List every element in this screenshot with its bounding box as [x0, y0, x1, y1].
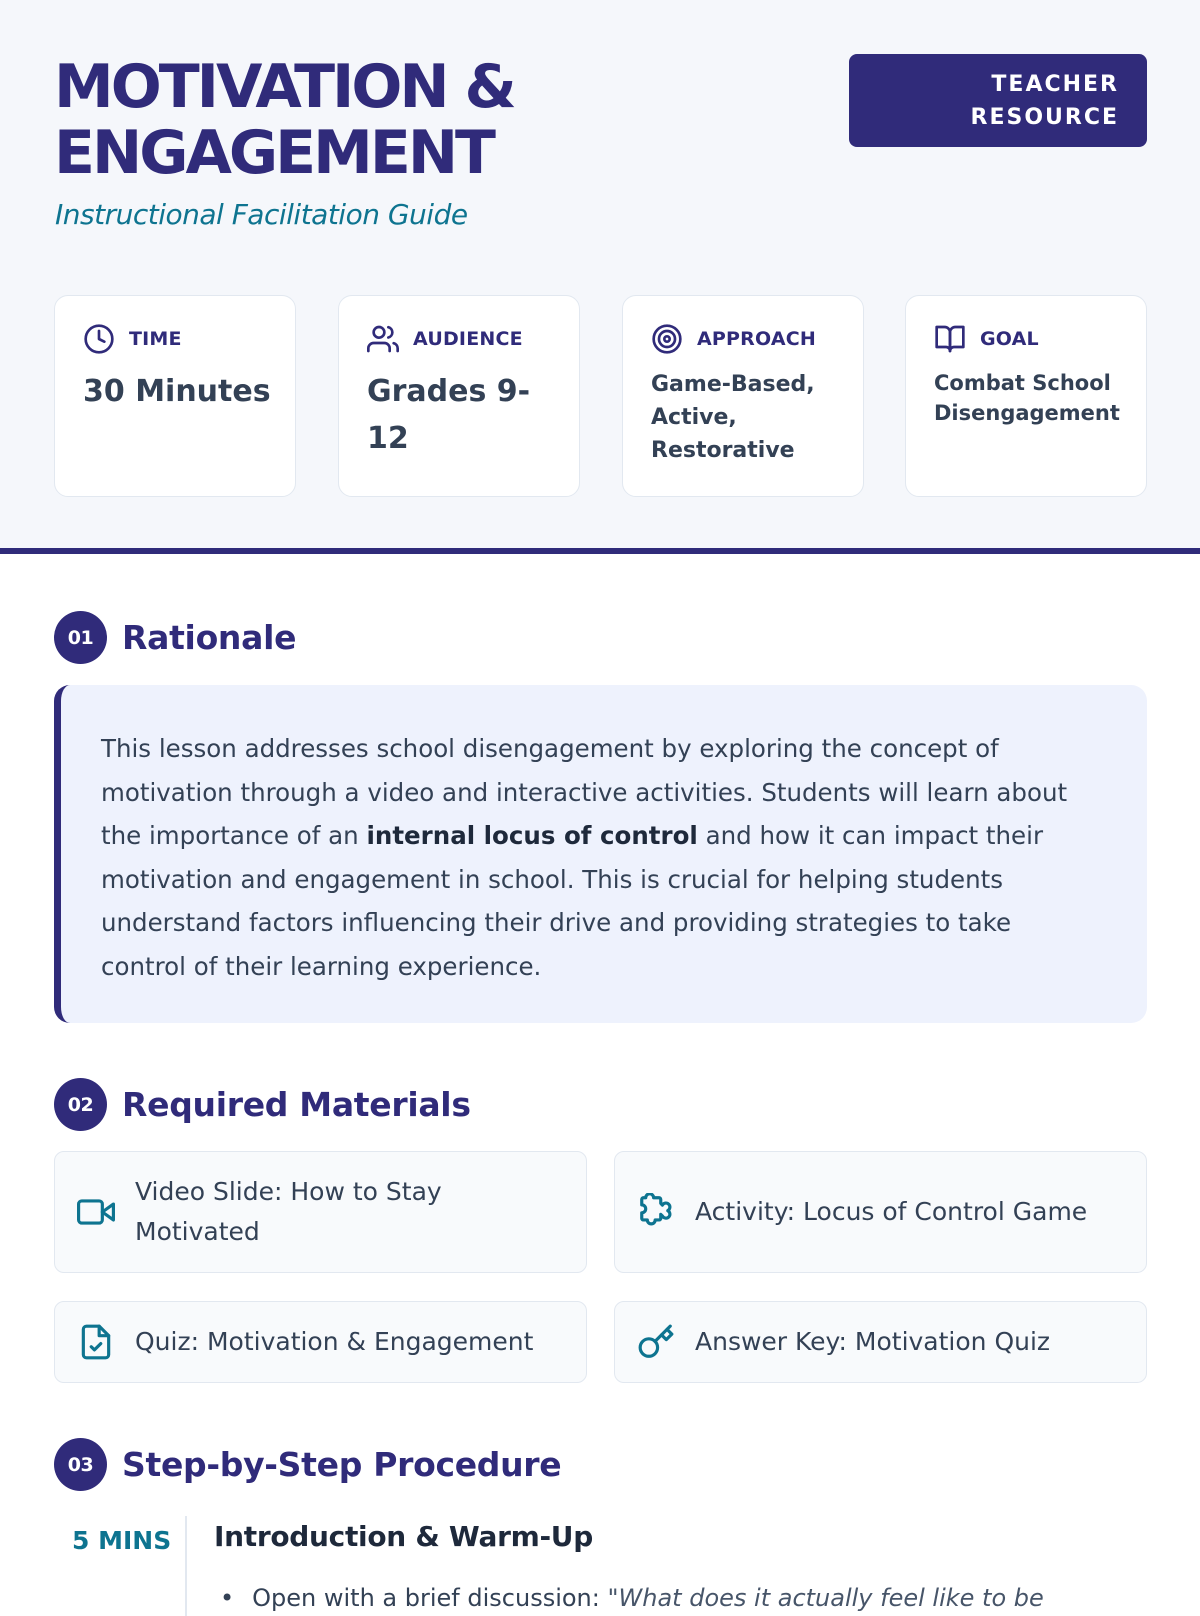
meta-card-time: [54, 295, 296, 497]
material-item-answer-key: [614, 1301, 1147, 1383]
section-number: 03: [54, 1438, 107, 1491]
meta-card-audience: [338, 295, 580, 497]
section-number: 01: [54, 611, 107, 664]
key-icon: [637, 1323, 675, 1361]
step-bullet: [220, 1584, 1044, 1612]
meta-value: Game-Based, Active, Restorative: [651, 372, 815, 463]
meta-value: Grades 9-12: [367, 374, 531, 456]
clock-icon: [83, 323, 115, 355]
page-header: [0, 0, 1200, 554]
page-title: [54, 54, 774, 186]
badge-line-1: TEACHER: [991, 72, 1119, 97]
badge-line-2: RESOURCE: [970, 105, 1119, 130]
material-label: Video Slide: How to Stay Motivated: [135, 1177, 442, 1246]
section-header-rationale: [54, 611, 296, 664]
material-item-video: [54, 1151, 587, 1273]
material-item-activity: [614, 1151, 1147, 1273]
rationale-text-part: This lesson addresses school disengagement by exploring the concept of motivation through a video and interactive activities. Students will learn about the importance of an: [101, 734, 1068, 850]
page-subtitle: Instructional Facilitation Guide: [55, 198, 468, 231]
material-label: Quiz: Motivation & Engagement: [135, 1327, 534, 1356]
meta-label: AUDIENCE: [413, 328, 523, 350]
teacher-resource-badge: [849, 54, 1147, 147]
section-header-procedure: [54, 1438, 561, 1491]
rationale-text: [101, 727, 1097, 988]
section-number: 02: [54, 1078, 107, 1131]
target-icon: [651, 323, 683, 355]
rationale-highlight: internal locus of control: [366, 821, 698, 850]
material-label: Answer Key: Motivation Quiz: [695, 1327, 1051, 1356]
title-line-1: MOTIVATION &: [54, 52, 514, 122]
material-label: Activity: Locus of Control Game: [695, 1197, 1088, 1226]
book-icon: [934, 323, 966, 355]
procedure-step: [54, 1516, 1147, 1612]
section-title: Step-by-Step Procedure: [122, 1445, 562, 1484]
meta-value: Combat School Disengagement: [934, 371, 1120, 425]
rationale-text-part: and how it can impact their motivation and engagement in school. This is crucial for helping students understand factors influencing their drive and providing strategies to take control of their learning experience.: [101, 821, 1044, 981]
meta-label: TIME: [129, 328, 182, 350]
puzzle-icon: [637, 1193, 675, 1231]
step-title: Introduction & Warm-Up: [214, 1520, 593, 1553]
meta-label: APPROACH: [697, 328, 816, 350]
meta-label: GOAL: [980, 328, 1039, 350]
section-header-materials: [54, 1078, 471, 1131]
step-bullet-text: Open with a brief discussion:: [252, 1584, 608, 1612]
meta-value: 30 Minutes: [83, 374, 271, 409]
step-divider: [185, 1516, 187, 1616]
users-icon: [367, 323, 399, 355]
section-title: Rationale: [122, 618, 297, 657]
title-line-2: ENGAGEMENT: [54, 118, 493, 188]
step-duration: 5 MINS: [72, 1526, 172, 1555]
rationale-box: [54, 685, 1147, 1023]
meta-card-approach: [622, 295, 864, 497]
file-check-icon: [77, 1323, 115, 1361]
meta-card-goal: [905, 295, 1147, 497]
material-item-quiz: [54, 1301, 587, 1383]
step-bullet-quote: "What does it actually feel like to be: [607, 1584, 1044, 1612]
video-icon: [77, 1193, 115, 1231]
section-title: Required Materials: [122, 1085, 471, 1124]
